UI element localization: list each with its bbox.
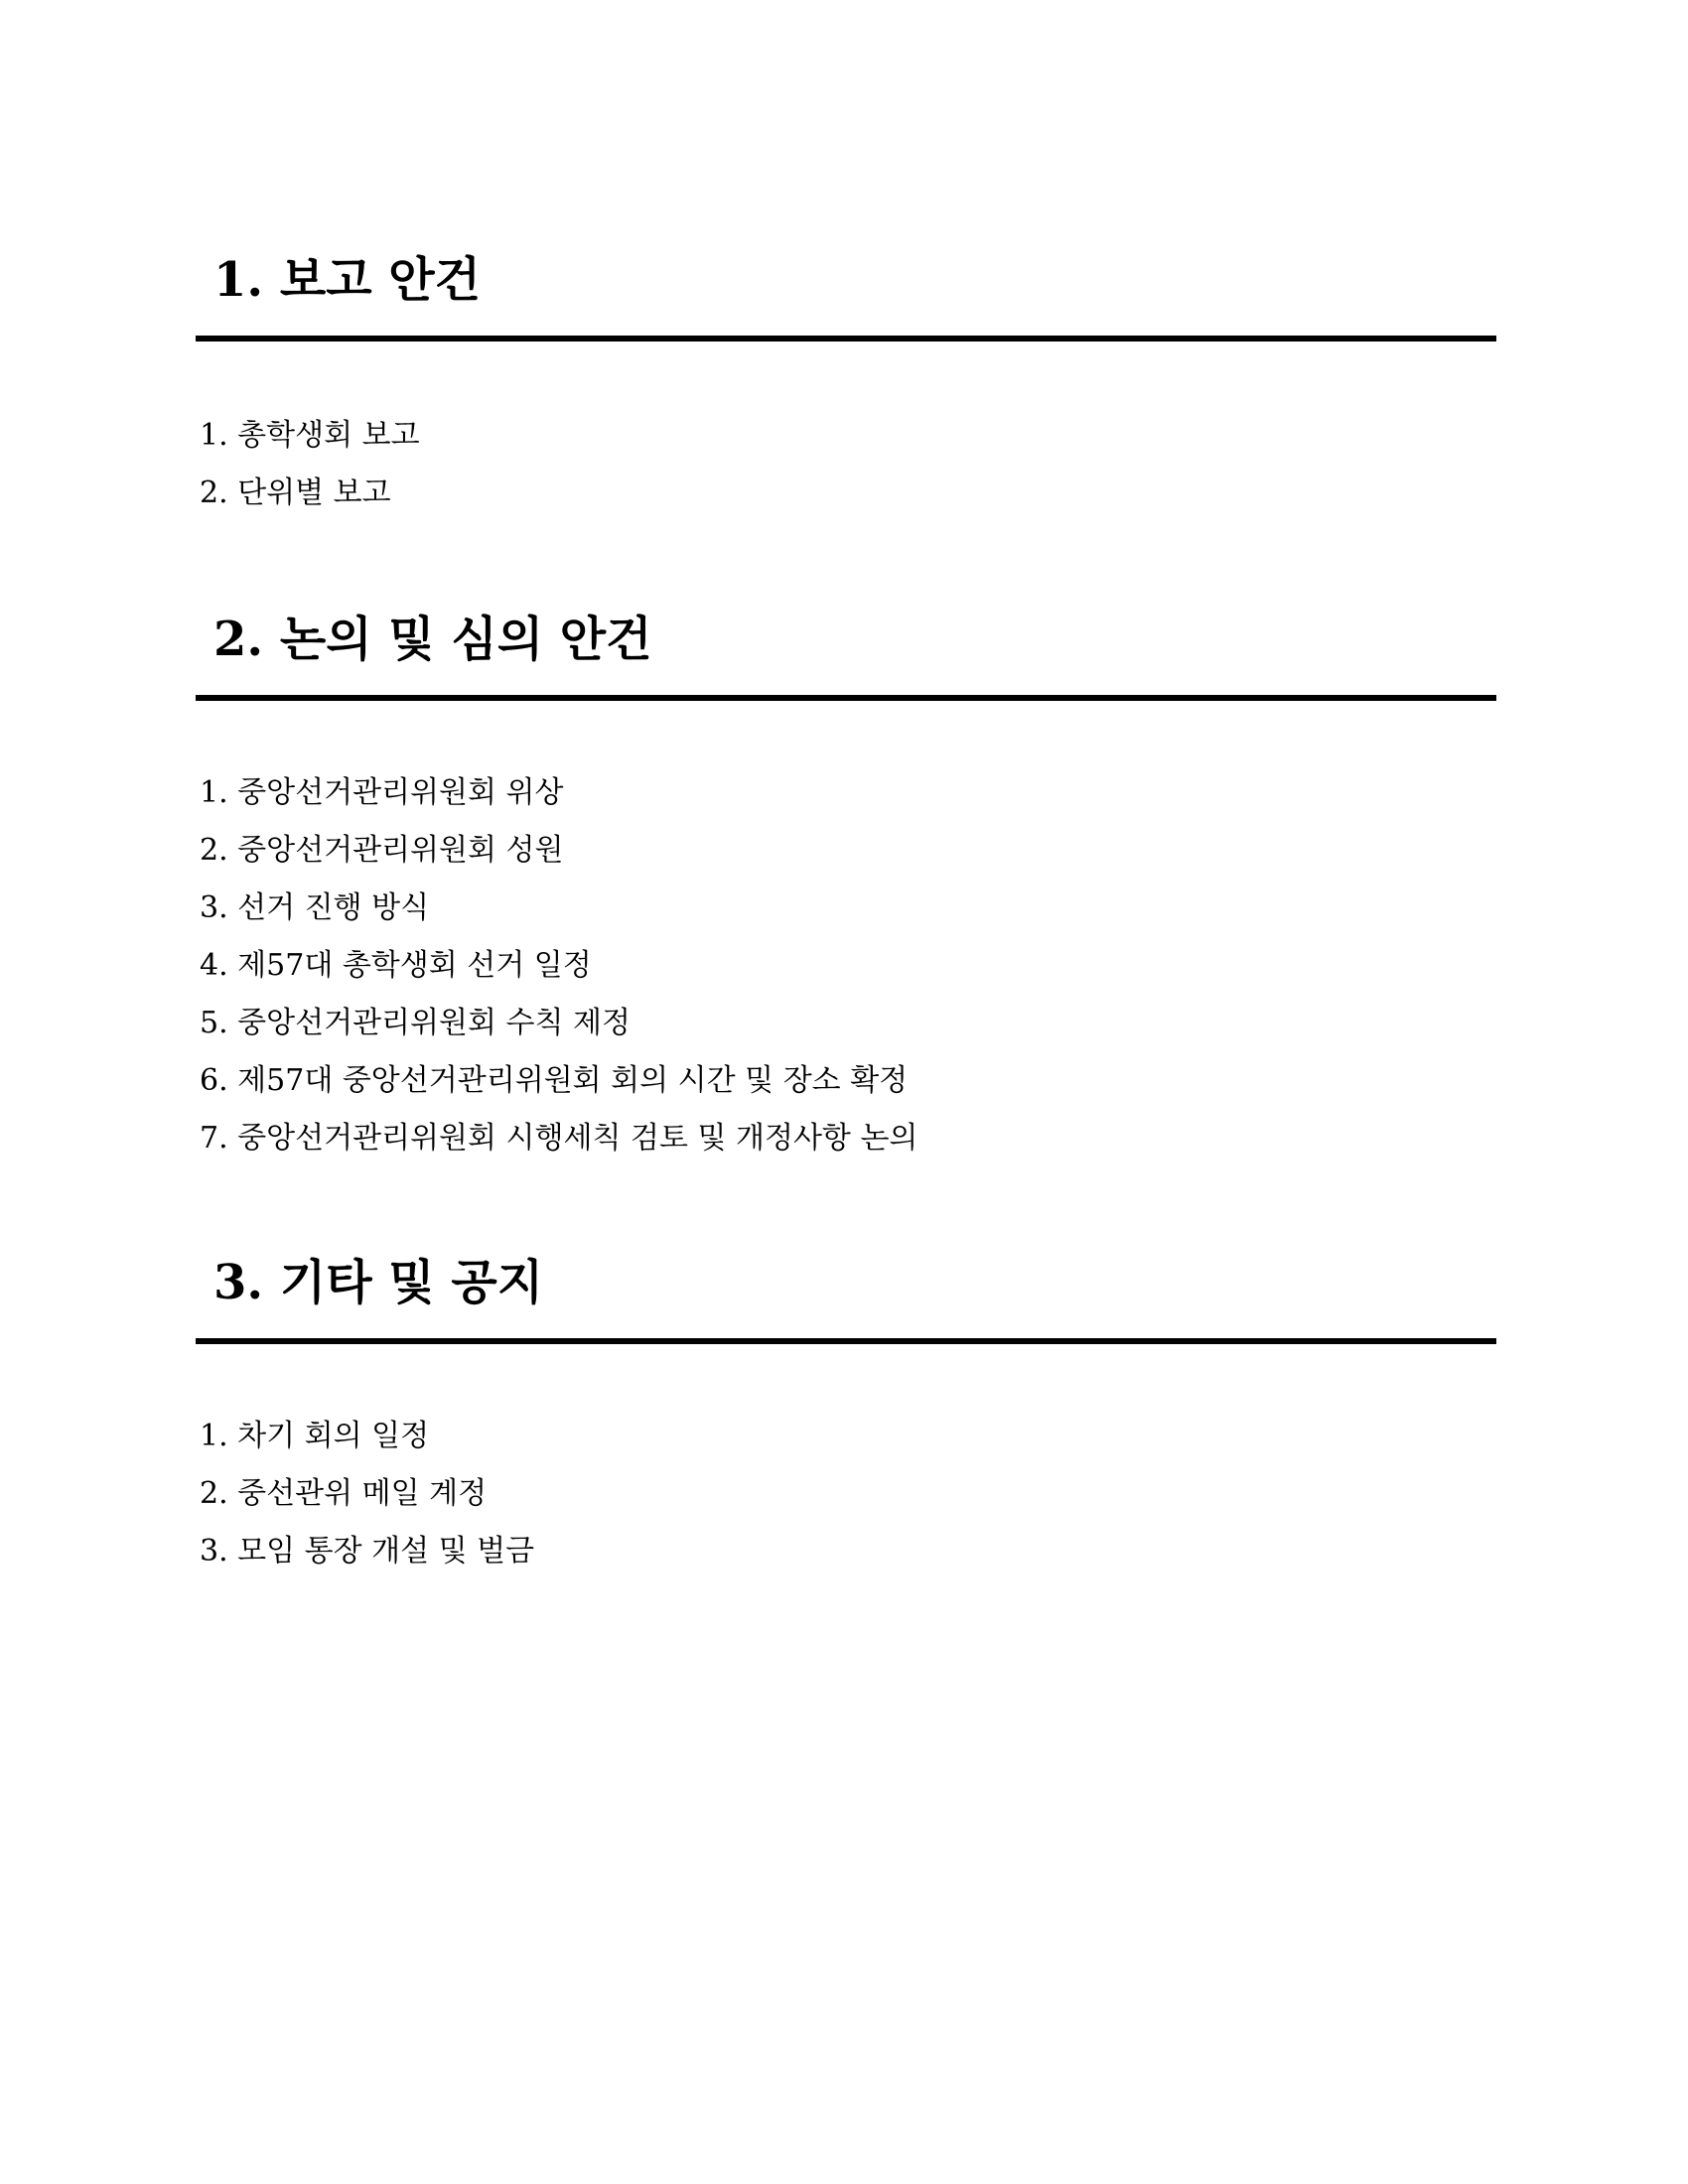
agenda-list: [196, 407, 1496, 522]
list-item: 3. 모임 통장 개설 및 벌금: [200, 1534, 535, 1569]
section-heading: 2. 논의 및 심의 안건: [213, 612, 652, 667]
section-other-notices: [196, 1251, 1496, 1580]
list-item: 2. 중선관위 메일 계정: [200, 1476, 488, 1511]
list-item: 6. 제57대 중앙선거관리위원회 회의 시간 및 장소 확정: [200, 1063, 909, 1098]
heading-divider: [196, 336, 1496, 341]
list-item: 1. 총학생회 보고: [200, 418, 420, 453]
list-item: 2. 중앙선거관리위원회 성원: [200, 833, 564, 868]
list-item: 1. 차기 회의 일정: [200, 1419, 430, 1453]
section-discussion-agenda: [196, 608, 1496, 1167]
agenda-list: [196, 1408, 1496, 1580]
list-item: 4. 제57대 총학생회 선거 일정: [200, 948, 592, 983]
agenda-list: [196, 764, 1496, 1167]
list-item: 1. 중앙선거관리위원회 위상: [200, 775, 564, 810]
heading-divider: [196, 695, 1496, 701]
list-item: 5. 중앙선거관리위원회 수칙 제정: [200, 1006, 631, 1040]
section-report-agenda: [196, 248, 1496, 522]
section-heading: 1. 보고 안건: [213, 252, 482, 308]
section-heading: 3. 기타 및 공지: [213, 1255, 544, 1310]
heading-divider: [196, 1338, 1496, 1344]
list-item: 3. 선거 진행 방식: [200, 890, 430, 925]
list-item: 7. 중앙선거관리위원회 시행세칙 검토 및 개정사항 논의: [200, 1121, 918, 1156]
list-item: 2. 단위별 보고: [200, 476, 391, 510]
